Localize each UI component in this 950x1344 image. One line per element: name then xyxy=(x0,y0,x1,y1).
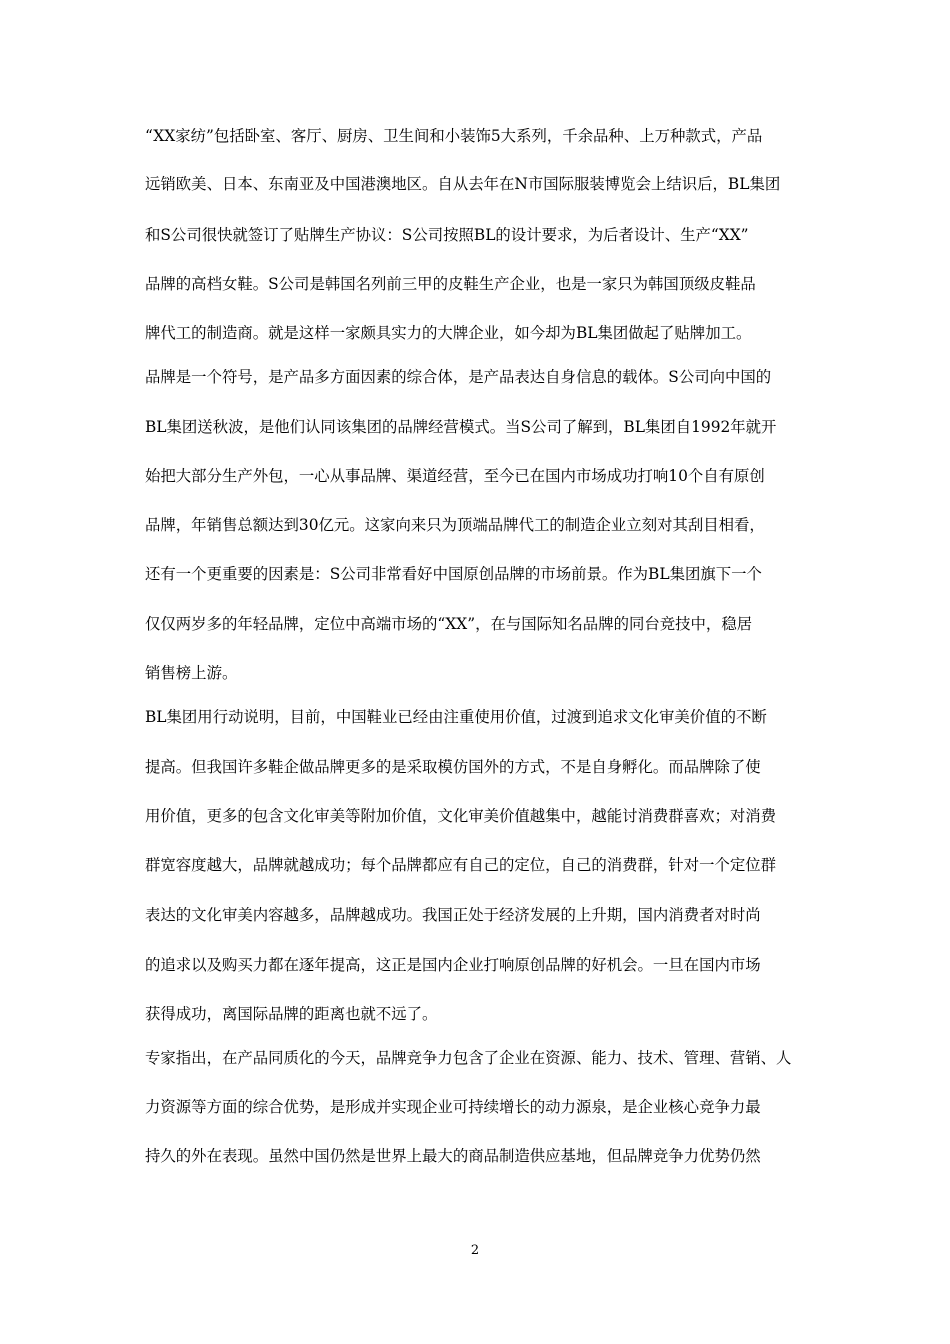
text-line: 用价值，更多的包含文化审美等附加价值，文化审美价值越集中，越能讨消费群喜欢；对消费 xyxy=(145,807,777,825)
text-line: 远销欧美、日本、东南亚及中国港澳地区。自从去年在N市国际服装博览会上结识后，BL集团 xyxy=(145,175,781,193)
text-line: BL集团送秋波，是他们认同该集团的品牌经营模式。当S公司了解到，BL集团自1992年就开 xyxy=(145,418,777,436)
text-line: 提高。但我国许多鞋企做品牌更多的是采取模仿国外的方式，不是自身孵化。而品牌除了使 xyxy=(145,758,761,776)
text-line: 持久的外在表现。虽然中国仍然是世界上最大的商品制造供应基地，但品牌竞争力优势仍然 xyxy=(145,1147,761,1165)
text-line: 品牌是一个符号，是产品多方面因素的综合体，是产品表达自身信息的载体。S公司向中国的 xyxy=(145,368,772,386)
text-line: 力资源等方面的综合优势，是形成并实现企业可持续增长的动力源泉，是企业核心竞争力最 xyxy=(145,1098,761,1116)
text-line: 品牌的高档女鞋。S公司是韩国名列前三甲的皮鞋生产企业，也是一家只为韩国顶级皮鞋品 xyxy=(145,275,756,293)
text-line: 仅仅两岁多的年轻品牌，定位中高端市场的“XX”，在与国际知名品牌的同台竞技中，稳居 xyxy=(145,615,753,633)
text-line: 的追求以及购买力都在逐年提高，这正是国内企业打响原创品牌的好机会。一旦在国内市场 xyxy=(145,956,761,974)
text-line: “XX家纺”包括卧室、客厅、厨房、卫生间和小装饰5大系列，千余品种、上万种款式，产品 xyxy=(145,127,763,145)
text-line: 销售榜上游。 xyxy=(145,664,238,682)
text-line: 获得成功，离国际品牌的距离也就不远了。 xyxy=(145,1005,438,1023)
page-number: 2 xyxy=(470,1243,480,1258)
text-line: 始把大部分生产外包，一心从事品牌、渠道经营，至今已在国内市场成功打响10个自有原创 xyxy=(145,467,765,485)
text-line: 还有一个更重要的因素是：S公司非常看好中国原创品牌的市场前景。作为BL集团旗下一个 xyxy=(145,565,762,583)
text-line: 专家指出，在产品同质化的今天，品牌竞争力包含了企业在资源、能力、技术、管理、营销、人 xyxy=(145,1049,792,1067)
text-line: 牌代工的制造商。就是这样一家颇具实力的大牌企业，如今却为BL集团做起了贴牌加工。 xyxy=(145,324,752,342)
text-line: BL集团用行动说明，目前，中国鞋业已经由注重使用价值，过渡到追求文化审美价值的不断 xyxy=(145,708,767,726)
text-line: 品牌，年销售总额达到30亿元。这家向来只为顶端品牌代工的制造企业立刻对其刮目相看， xyxy=(145,516,765,534)
text-line: 群宽容度越大，品牌就越成功；每个品牌都应有自己的定位，自己的消费群，针对一个定位群 xyxy=(145,856,777,874)
text-line: 和S公司很快就签订了贴牌生产协议：S公司按照BL的设计要求，为后者设计、生产“XX” xyxy=(145,226,749,244)
text-line: 表达的文化审美内容越多，品牌越成功。我国正处于经济发展的上升期，国内消费者对时尚 xyxy=(145,906,761,924)
